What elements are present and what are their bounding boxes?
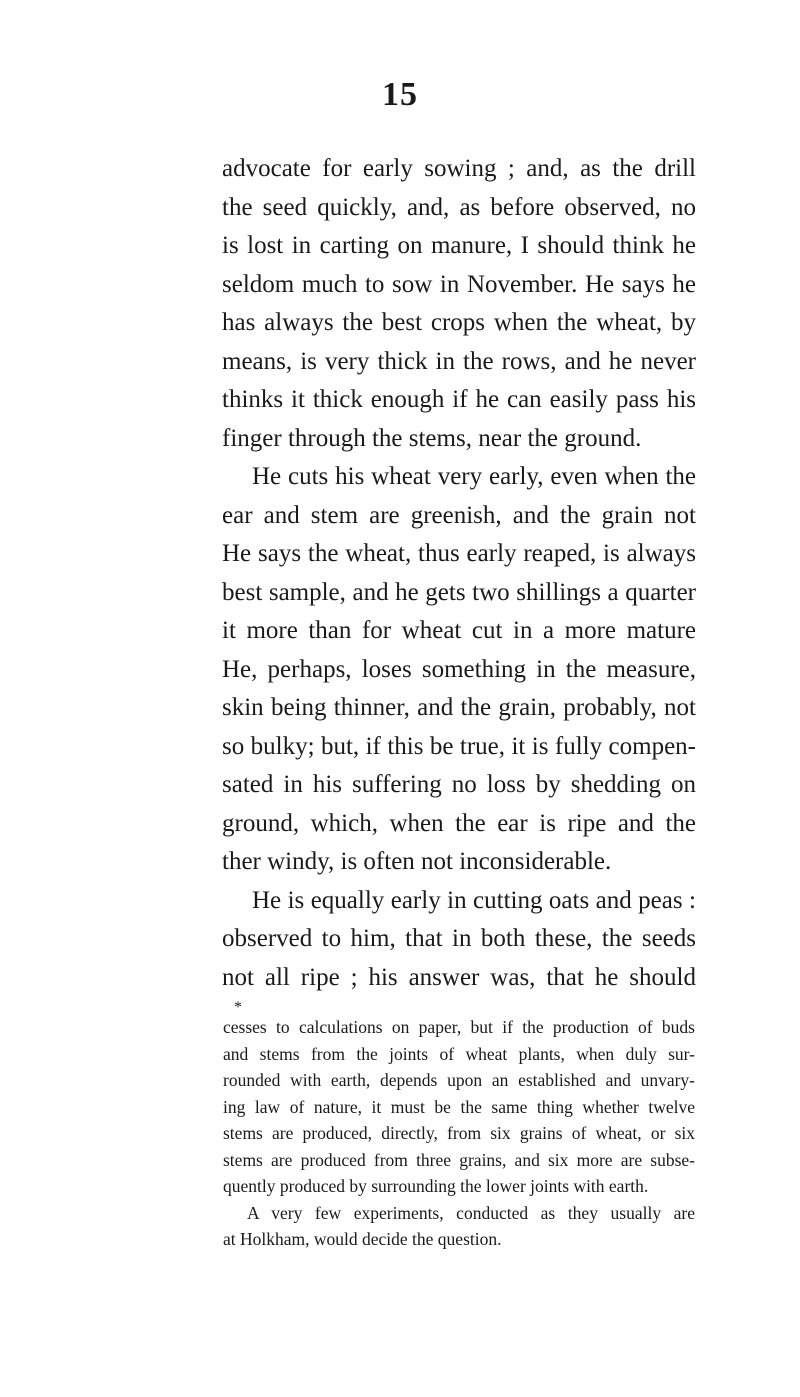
- body-line: not all ripe ; his answer was, that he should: [222, 963, 696, 991]
- footnote-line: at Holkham, would decide the question.: [223, 1229, 502, 1249]
- footnote-line: rounded with earth, depends upon an established and unvary-: [223, 1070, 695, 1090]
- body-text: [222, 150, 696, 997]
- body-line: has always the best crops when the wheat, by: [222, 309, 696, 336]
- body-line: finger through the stems, near the ground.: [222, 424, 642, 452]
- body-line: He cuts his wheat very early, even when the: [252, 463, 696, 490]
- footnote-line: stems are produced, directly, from six grains of wheat, or six: [223, 1123, 695, 1143]
- body-line: He says the wheat, thus early reaped, is always: [222, 540, 696, 567]
- body-line: the seed quickly, and, as before observed, no: [222, 193, 696, 221]
- footnote-line: stems are produced from three grains, and six more are subse-: [223, 1149, 695, 1170]
- body-line: He is equally early in cutting oats and peas :: [252, 886, 696, 914]
- body-line: thinks it thick enough if he can easily pass his: [222, 386, 696, 413]
- body-line: means, is very thick in the rows, and he never: [222, 347, 696, 375]
- body-line: is lost in carting on manure, I should think he: [222, 232, 696, 259]
- footnote-line: quently produced by surrounding the lower joints with earth.: [223, 1176, 649, 1196]
- body-line: ther windy, is often not inconsiderable.: [222, 848, 612, 875]
- footnote-line: A very few experiments, conducted as they usually are: [247, 1202, 695, 1223]
- page-number: 15: [382, 76, 418, 113]
- body-line: sated in his suffering no loss by shedding on: [222, 771, 696, 798]
- body-line: best sample, and he gets two shillings a quarter: [222, 578, 696, 606]
- body-line: so bulky; but, if this be true, it is fully compen-: [222, 732, 696, 760]
- body-line: advocate for early sowing ; and, as the drill: [222, 155, 696, 182]
- footnote-line: cesses to calculations on paper, but if the production of buds: [223, 1017, 695, 1037]
- body-line: observed to him, that in both these, the seeds: [222, 925, 696, 952]
- footnote-line: and stems from the joints of wheat plants, when duly sur-: [223, 1043, 695, 1064]
- footnote: [223, 1014, 695, 1253]
- footnote-mark: *: [234, 999, 242, 1016]
- body-line: seldom much to sow in November. He says he: [222, 270, 696, 298]
- body-line: He, perhaps, loses something in the measure,: [222, 655, 696, 683]
- body-line: it more than for wheat cut in a more mature: [222, 617, 696, 644]
- footnote-line: ing law of nature, it must be the same thing whether twelve: [223, 1096, 695, 1117]
- body-line: ear and stem are greenish, and the grain not: [222, 501, 696, 529]
- body-line: skin being thinner, and the grain, probably, not: [222, 694, 696, 721]
- body-line: ground, which, when the ear is ripe and the: [222, 809, 696, 837]
